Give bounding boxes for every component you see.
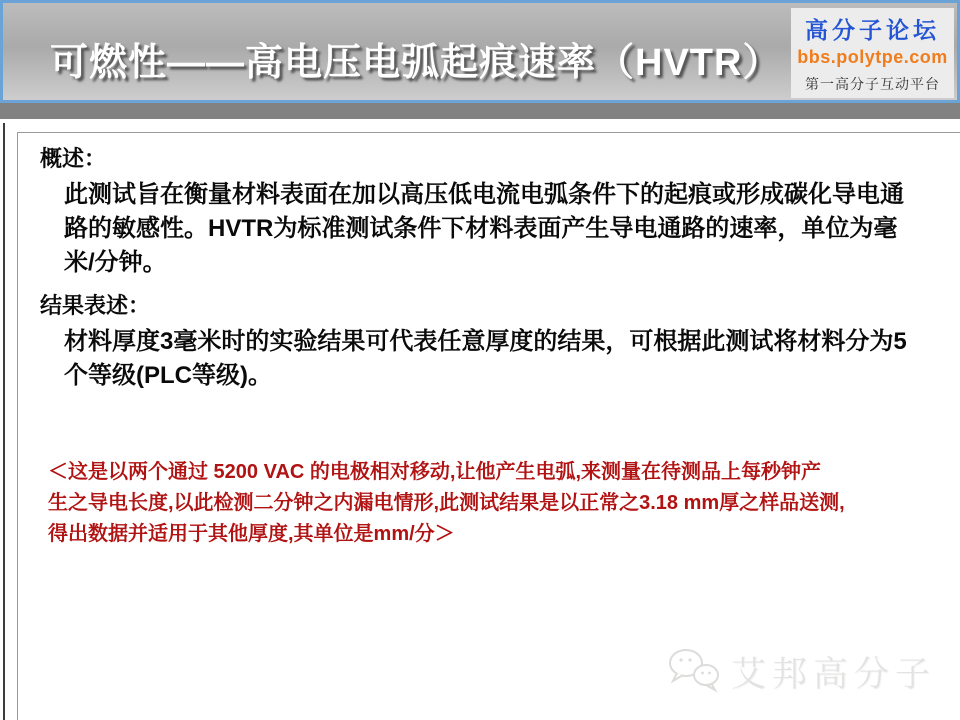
overview-line: 此测试旨在衡量材料表面在加以高压低电流电弧条件下的起痕或形成碳化导电通 xyxy=(64,181,904,208)
note-line: 得出数据并适用于其他厚度,其单位是mm/分＞ xyxy=(48,523,455,545)
overview-line: 米/分钟。 xyxy=(64,249,167,276)
watermark xyxy=(665,645,936,698)
note-line: 生之导电长度,以此检测二分钟之内漏电情形,此测试结果是以正常之3.18 mm厚之样品送测, xyxy=(48,492,845,514)
overview-paragraph xyxy=(64,178,960,280)
page-title: 可燃性——高电压电弧起痕速率（HVTR） xyxy=(50,42,782,84)
overview-heading: 概述： xyxy=(40,146,107,171)
wechat-icon xyxy=(665,645,721,698)
results-line: 材料厚度3毫米时的实验结果可代表任意厚度的结果，可根据此测试将材料分为5 xyxy=(64,328,907,355)
overview-line: 路的敏感性。HVTR为标准测试条件下材料表面产生导电通路的速率，单位为毫 xyxy=(64,215,898,242)
note-line: ＜这是以两个通过 5200 VAC 的电极相对移动,让他产生电弧,来测量在待测品上每秒钟产 xyxy=(48,461,822,483)
content-frame xyxy=(17,132,960,720)
results-heading: 结果表述： xyxy=(40,293,151,318)
logo-name: 高分子论坛 xyxy=(805,17,940,44)
header-bar xyxy=(0,0,960,103)
left-accent-line xyxy=(3,123,5,720)
header-shadow-band xyxy=(0,103,960,119)
logo-url: bbs.polytpe.com xyxy=(797,47,948,67)
watermark-text: 艾邦高分子 xyxy=(730,654,936,694)
test-method-note xyxy=(48,457,960,550)
logo-tagline: 第一高分子互动平台 xyxy=(805,77,940,93)
results-line: 个等级(PLC等级)。 xyxy=(64,362,272,389)
forum-logo xyxy=(791,8,954,98)
results-paragraph xyxy=(64,325,960,393)
